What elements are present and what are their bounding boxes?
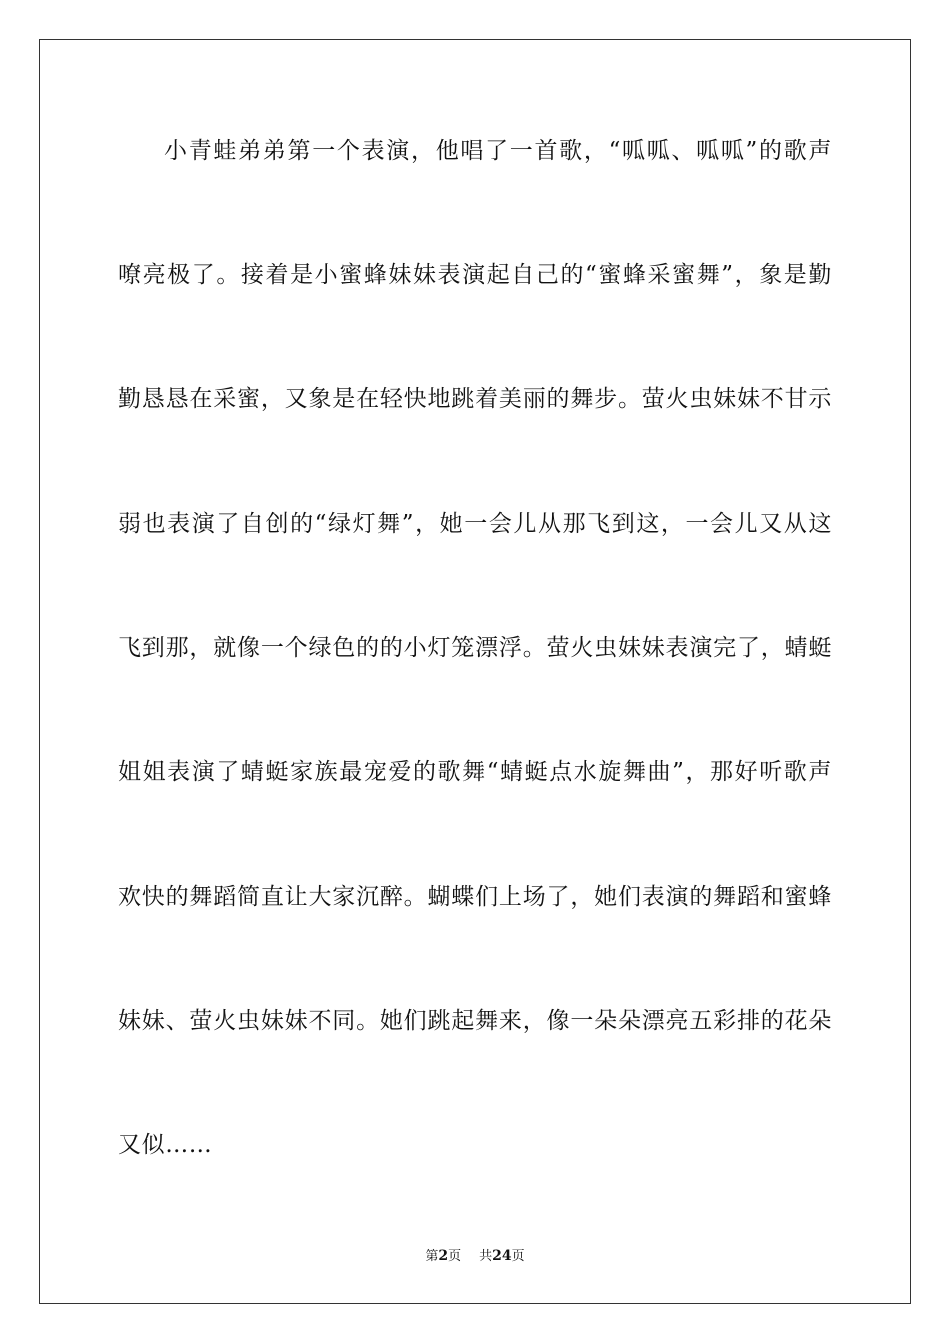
total-prefix: 共: [479, 1249, 493, 1264]
paragraph-line: 姐姐表演了蜻蜓家族最宠爱的歌舞“蜻蜓点水旋舞曲”，那好听歌声: [118, 759, 832, 785]
paragraph-line: 勤恳恳在采蜜，又象是在轻快地跳着美丽的舞步。萤火虫妹妹不甘示: [118, 386, 832, 412]
paragraph-line: 弱也表演了自创的“绿灯舞”，她一会儿从那飞到这，一会儿又从这: [118, 511, 832, 537]
paragraph-line: 又似……: [118, 1132, 213, 1158]
paragraph-line: 欢快的舞蹈简直让大家沉醉。蝴蝶们上场了，她们表演的舞蹈和蜜蜂: [118, 884, 832, 910]
total-suffix: 页: [511, 1249, 525, 1264]
total-pages: 24: [492, 1248, 512, 1264]
page-footer: [0, 1247, 950, 1266]
page-border: [39, 39, 911, 1304]
paragraph-line: 嘹亮极了。接着是小蜜蜂妹妹表演起自己的“蜜蜂采蜜舞”，象是勤: [118, 262, 832, 288]
paragraph-line: 妹妹、萤火虫妹妹不同。她们跳起舞来，像一朵朵漂亮五彩排的花朵: [118, 1008, 832, 1034]
paragraph-line: 小青蛙弟弟第一个表演，他唱了一首歌，“呱呱、呱呱”的歌声: [164, 138, 832, 164]
page-number: 2: [438, 1248, 449, 1264]
paragraph-line: 飞到那，就像一个绿色的的小灯笼漂浮。萤火虫妹妹表演完了，蜻蜓: [118, 635, 832, 661]
page-suffix: 页: [448, 1249, 462, 1264]
page-prefix: 第: [425, 1249, 439, 1264]
